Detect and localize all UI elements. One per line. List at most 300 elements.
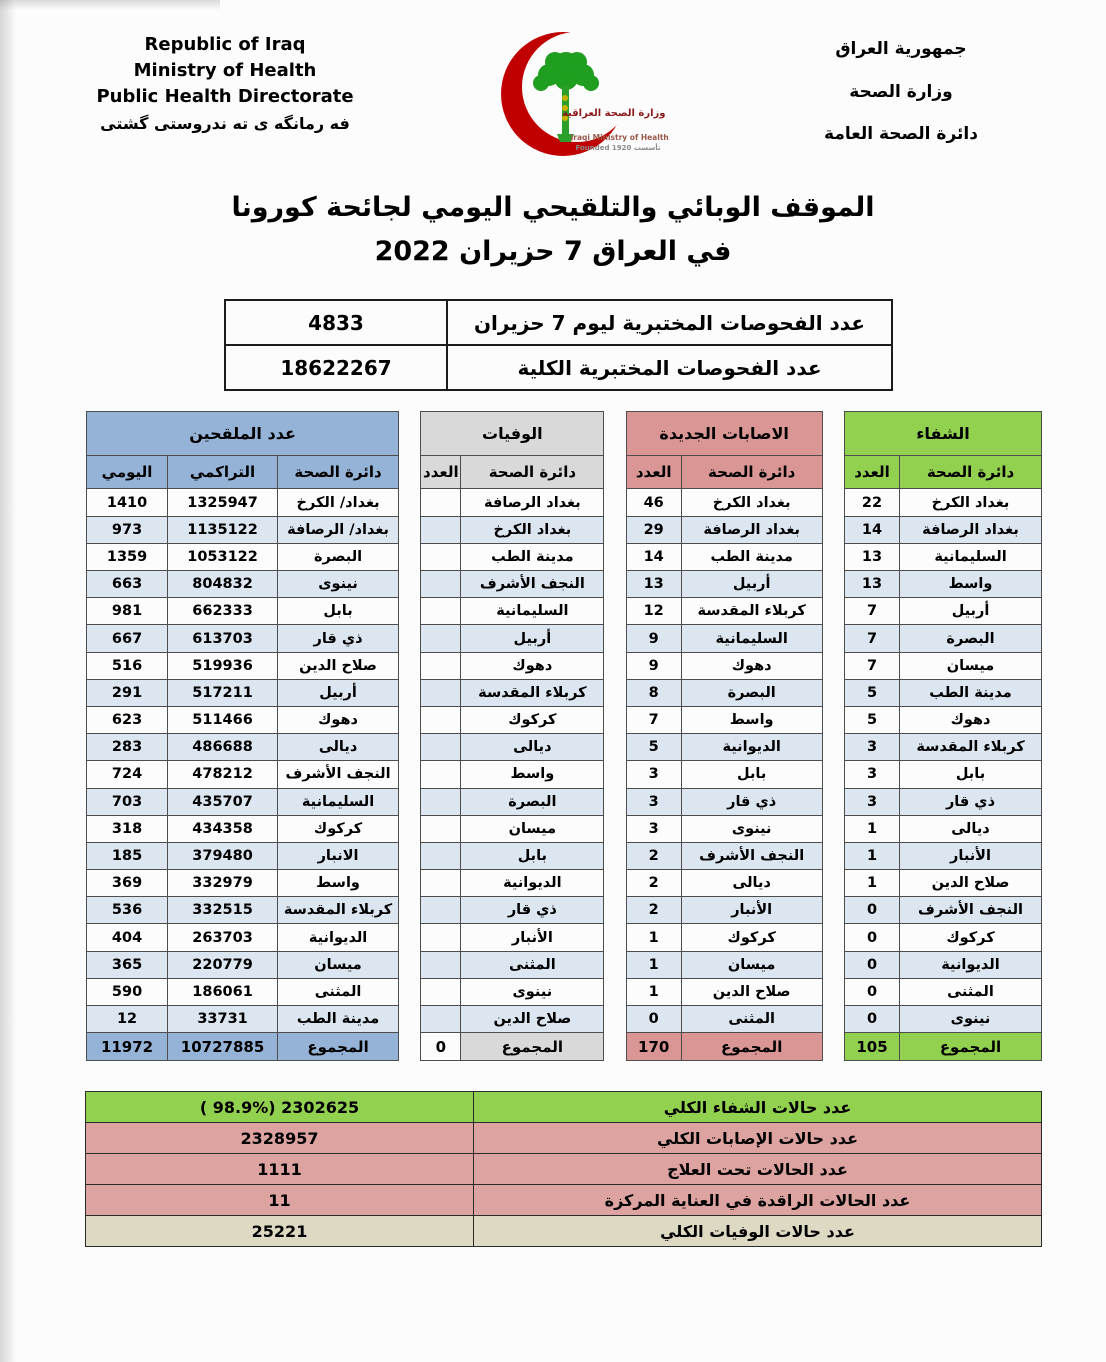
table-row [421,571,604,598]
governorate-cell: كربلاء المقدسة [900,734,1042,761]
governorate-cell: ديالى [461,734,604,761]
daily-cell: 1410 [87,489,168,516]
deaths-col-governorate: دائرة الصحة [461,456,604,489]
count-cell: 2 [626,870,681,897]
daily-cell: 516 [87,652,168,679]
totals-summary-table [85,1091,1042,1247]
table-row [626,870,822,897]
table-row [844,679,1041,706]
table-row [844,571,1041,598]
deaths-section-title: الوفيات [421,412,604,456]
recovery-total-row [844,1033,1041,1061]
count-cell [421,924,461,951]
table-row [626,761,822,788]
table-row [421,679,604,706]
governorate-cell: دهوك [900,706,1042,733]
header-english-block [60,32,390,135]
summary-value-cell: 2328957 [86,1123,474,1154]
total-value-cell: 105 [844,1033,899,1061]
new-cases-col-count: العدد [626,456,681,489]
logo-founded-line: Founded 1920 تأسست [575,144,661,152]
lab-tests-row [225,345,892,390]
daily-cell: 703 [87,788,168,815]
table-row [626,788,822,815]
count-cell: 7 [844,598,899,625]
cumulative-cell: 434358 [168,815,278,842]
table-row [626,951,822,978]
total-daily-cell: 11972 [87,1033,168,1061]
main-statistics-table [86,411,1042,1061]
governorate-cell: الديوانية [900,951,1042,978]
governorate-cell: كربلاء المقدسة [681,598,822,625]
governorate-cell: الديوانية [461,870,604,897]
count-cell: 13 [626,571,681,598]
governorate-cell: أربيل [461,625,604,652]
logo-english-name: Iraqi Ministry of Health [570,133,669,142]
governorate-cell: السليمانية [681,625,822,652]
table-row [87,489,399,516]
governorate-cell: ديالى [681,870,822,897]
table-row [87,870,399,897]
count-cell [421,516,461,543]
count-cell: 3 [844,788,899,815]
report-title-line1: الموقف الوبائي والتلقيحي اليومي لجائحة كورونا [231,192,875,223]
table-row [421,489,604,516]
lab-tests-table [224,299,893,391]
report-title [0,186,1106,273]
count-cell [421,679,461,706]
governorate-cell: بغداد الرصافة [681,516,822,543]
count-cell: 5 [844,679,899,706]
cumulative-cell: 332515 [168,897,278,924]
summary-value-cell: 11 [86,1185,474,1216]
count-cell: 1 [626,951,681,978]
page-header [0,12,1106,172]
new-cases-total-row [626,1033,822,1061]
new-cases-col-governorate: دائرة الصحة [681,456,822,489]
governorate-cell: ميسان [278,951,399,978]
table-row [87,543,399,570]
table-row [87,598,399,625]
daily-cell: 623 [87,706,168,733]
total-value-cell: 170 [626,1033,681,1061]
count-cell: 5 [844,706,899,733]
table-row [626,652,822,679]
logo-arabic-name: وزارة الصحة العراقية [561,108,666,119]
recovery-col-governorate: دائرة الصحة [900,456,1042,489]
count-cell: 9 [626,652,681,679]
cumulative-cell: 486688 [168,734,278,761]
cumulative-cell: 517211 [168,679,278,706]
governorate-cell: المثنى [681,1006,822,1033]
governorate-cell: المثنى [461,951,604,978]
count-cell: 5 [626,734,681,761]
count-cell [421,951,461,978]
table-row [626,924,822,951]
governorate-cell: البصرة [278,543,399,570]
governorate-cell: دهوك [681,652,822,679]
header-kurdish-line: فه رمانگه ی ته ندروستی گشتی [100,114,350,134]
governorate-cell: ديالى [900,815,1042,842]
count-cell: 0 [844,924,899,951]
governorate-cell: النجف الأشرف [461,571,604,598]
total-label-cell: المجموع [900,1033,1042,1061]
governorate-cell: بغداد/ الرصافة [278,516,399,543]
count-cell [421,652,461,679]
count-cell: 13 [844,571,899,598]
ministry-of-health-logo [476,20,669,175]
header-arabic-line3: دائرة الصحة العامة [824,124,978,144]
cumulative-cell: 186061 [168,978,278,1005]
table-row [844,598,1041,625]
table-row [421,652,604,679]
governorate-cell: أربيل [900,598,1042,625]
count-cell [421,706,461,733]
header-arabic-line1: جمهورية العراق [835,39,967,59]
count-cell: 0 [844,897,899,924]
count-cell: 3 [626,788,681,815]
count-cell: 2 [626,842,681,869]
governorate-cell: بغداد الكرخ [681,489,822,516]
count-cell [421,598,461,625]
governorate-cell: بابل [278,598,399,625]
new-cases-section-table [626,411,823,1061]
governorate-cell: كربلاء المقدسة [278,897,399,924]
governorate-cell: المثنى [278,978,399,1005]
count-cell [421,734,461,761]
governorate-cell: نينوى [461,978,604,1005]
count-cell: 0 [844,978,899,1005]
table-row [421,516,604,543]
daily-cell: 404 [87,924,168,951]
cumulative-cell: 1053122 [168,543,278,570]
governorate-cell: بغداد الكرخ [900,489,1042,516]
vaccinated-total-row [87,1033,399,1061]
table-row [87,761,399,788]
governorate-cell: صلاح الدين [278,652,399,679]
count-cell: 1 [626,924,681,951]
count-cell [421,1006,461,1033]
deaths-total-row [421,1033,604,1061]
table-row [626,679,822,706]
daily-cell: 283 [87,734,168,761]
cumulative-cell: 511466 [168,706,278,733]
table-row [421,842,604,869]
cumulative-cell: 613703 [168,625,278,652]
cumulative-cell: 379480 [168,842,278,869]
table-row [421,625,604,652]
table-row [421,706,604,733]
recovery-section-table [844,411,1042,1061]
table-row [87,516,399,543]
daily-cell: 536 [87,897,168,924]
governorate-cell: صلاح الدين [461,1006,604,1033]
governorate-cell: أربيل [681,571,822,598]
count-cell: 46 [626,489,681,516]
governorate-cell: نينوى [278,571,399,598]
table-row [87,652,399,679]
count-cell [421,978,461,1005]
header-english-line2: Ministry of Health [133,60,317,82]
count-cell [421,571,461,598]
count-cell [421,842,461,869]
table-row [87,951,399,978]
count-cell: 3 [626,761,681,788]
cumulative-cell: 478212 [168,761,278,788]
table-row [626,543,822,570]
governorate-cell: صلاح الدين [900,870,1042,897]
governorate-cell: الأنبار [900,842,1042,869]
summary-value-cell: 25221 [86,1216,474,1247]
table-row [844,870,1041,897]
header-arabic-block [751,28,1051,156]
report-title-line2: في العراق 7 حزيران 2022 [374,235,732,267]
count-cell [421,489,461,516]
governorate-cell: واسط [461,761,604,788]
recovery-col-count: العدد [844,456,899,489]
governorate-cell: بابل [681,761,822,788]
table-row [421,951,604,978]
governorate-cell: مدينة الطب [461,543,604,570]
governorate-cell: أربيل [278,679,399,706]
table-row [87,1006,399,1033]
table-row [626,489,822,516]
governorate-cell: واسط [278,870,399,897]
governorate-cell: بابل [900,761,1042,788]
count-cell: 9 [626,625,681,652]
lab-tests-value-cell: 18622267 [225,345,447,390]
header-english-line1: Republic of Iraq [144,34,306,55]
governorate-cell: السليمانية [461,598,604,625]
table-row [87,679,399,706]
governorate-cell: البصرة [900,625,1042,652]
governorate-cell: كركوك [278,815,399,842]
count-cell: 1 [844,815,899,842]
governorate-cell: الأنبار [681,897,822,924]
count-cell: 13 [844,543,899,570]
table-row [626,706,822,733]
cumulative-cell: 1325947 [168,489,278,516]
table-row [844,489,1041,516]
count-cell: 1 [844,842,899,869]
table-row [626,842,822,869]
summary-row [86,1123,1042,1154]
governorate-cell: الانبار [278,842,399,869]
new-cases-section-title: الاصابات الجديدة [626,412,822,456]
summary-label-cell: عدد حالات الإصابات الكلي [474,1123,1042,1154]
cumulative-cell: 519936 [168,652,278,679]
table-row [844,897,1041,924]
daily-cell: 724 [87,761,168,788]
table-row [626,897,822,924]
governorate-cell: الديوانية [681,734,822,761]
table-row [87,788,399,815]
count-cell [421,788,461,815]
daily-cell: 365 [87,951,168,978]
vaccinated-section-table [86,411,399,1061]
summary-row [86,1216,1042,1247]
lab-tests-label-cell: عدد الفحوصات المختبرية الكلية [447,345,892,390]
logo-text-block [561,108,669,152]
governorate-cell: الديوانية [278,924,399,951]
daily-cell: 185 [87,842,168,869]
count-cell [421,543,461,570]
governorate-cell: نينوى [900,1006,1042,1033]
governorate-cell: واسط [681,706,822,733]
governorate-cell: الأنبار [461,924,604,951]
table-row [844,978,1041,1005]
count-cell: 2 [626,897,681,924]
table-row [87,842,399,869]
count-cell: 14 [626,543,681,570]
table-row [421,870,604,897]
vaccinated-col-governorate: دائرة الصحة [278,456,399,489]
governorate-cell: مدينة الطب [681,543,822,570]
vaccinated-col-cumulative: التراكمي [168,456,278,489]
table-row [87,978,399,1005]
governorate-cell: ذي قار [461,897,604,924]
table-row [421,734,604,761]
total-cumulative-cell: 10727885 [168,1033,278,1061]
vaccinated-section-title: عدد الملقحين [87,412,399,456]
cumulative-cell: 33731 [168,1006,278,1033]
daily-cell: 667 [87,625,168,652]
daily-cell: 369 [87,870,168,897]
total-value-cell: 0 [421,1033,461,1061]
governorate-cell: مدينة الطب [278,1006,399,1033]
table-row [421,978,604,1005]
table-row [421,761,604,788]
table-row [421,897,604,924]
table-row [844,734,1041,761]
count-cell: 12 [626,598,681,625]
table-row [87,625,399,652]
table-row [844,652,1041,679]
governorate-cell: ذي قار [900,788,1042,815]
table-row [844,761,1041,788]
table-row [844,625,1041,652]
count-cell [421,897,461,924]
daily-cell: 291 [87,679,168,706]
count-cell: 3 [844,761,899,788]
count-cell: 7 [844,625,899,652]
table-row [87,815,399,842]
table-row [844,842,1041,869]
lab-tests-label-cell: عدد الفحوصات المختبرية ليوم 7 حزيران [447,300,892,345]
summary-label-cell: عدد حالات الوفيات الكلي [474,1216,1042,1247]
summary-label-cell: عدد الحالات الراقدة في العناية المركزة [474,1185,1042,1216]
governorate-cell: مدينة الطب [900,679,1042,706]
count-cell [421,761,461,788]
table-row [87,571,399,598]
cumulative-cell: 220779 [168,951,278,978]
governorate-cell: ميسان [461,815,604,842]
recovery-section-title: الشفاء [844,412,1041,456]
governorate-cell: البصرة [461,788,604,815]
table-row [87,734,399,761]
governorate-cell: النجف الأشرف [278,761,399,788]
cumulative-cell: 804832 [168,571,278,598]
table-row [844,788,1041,815]
daily-cell: 590 [87,978,168,1005]
daily-cell: 318 [87,815,168,842]
table-row [844,815,1041,842]
governorate-cell: صلاح الدين [681,978,822,1005]
table-row [421,1006,604,1033]
table-row [626,571,822,598]
deaths-col-count: العدد [421,456,461,489]
count-cell: 7 [626,706,681,733]
governorate-cell: بغداد/ الكرخ [278,489,399,516]
governorate-cell: بغداد الكرخ [461,516,604,543]
count-cell: 7 [844,652,899,679]
count-cell: 0 [844,1006,899,1033]
cumulative-cell: 332979 [168,870,278,897]
table-row [626,625,822,652]
count-cell: 1 [626,978,681,1005]
table-row [421,543,604,570]
table-row [421,598,604,625]
governorate-cell: ميسان [681,951,822,978]
summary-row [86,1185,1042,1216]
table-row [844,706,1041,733]
governorate-cell: نينوى [681,815,822,842]
governorate-cell: البصرة [681,679,822,706]
summary-value-cell: ( 98.9%) 2302625 [86,1092,474,1123]
table-row [87,897,399,924]
deaths-section-table [420,411,604,1061]
header-english-line3: Public Health Directorate [96,86,354,108]
governorate-cell: النجف الأشرف [900,897,1042,924]
cumulative-cell: 1135122 [168,516,278,543]
governorate-cell: ديالى [278,734,399,761]
count-cell: 14 [844,516,899,543]
governorate-cell: بابل [461,842,604,869]
cumulative-cell: 435707 [168,788,278,815]
table-row [87,706,399,733]
governorate-cell: بغداد الرصافة [461,489,604,516]
governorate-cell: ميسان [900,652,1042,679]
count-cell [421,625,461,652]
daily-cell: 663 [87,571,168,598]
cumulative-cell: 662333 [168,598,278,625]
summary-label-cell: عدد حالات الشفاء الكلي [474,1092,1042,1123]
governorate-cell: كركوك [681,924,822,951]
governorate-cell: واسط [900,571,1042,598]
header-arabic-line2: وزارة الصحة [849,81,953,102]
count-cell: 22 [844,489,899,516]
summary-row [86,1092,1042,1123]
summary-value-cell: 1111 [86,1154,474,1185]
governorate-cell: كركوك [900,924,1042,951]
table-row [421,924,604,951]
count-cell: 0 [626,1006,681,1033]
governorate-cell: السليمانية [900,543,1042,570]
summary-label-cell: عدد الحالات تحت العلاج [474,1154,1042,1185]
table-row [844,951,1041,978]
table-row [87,924,399,951]
governorate-cell: السليمانية [278,788,399,815]
table-row [626,1006,822,1033]
governorate-cell: كركوك [461,706,604,733]
total-label-cell: المجموع [461,1033,604,1061]
governorate-cell: ذي قار [681,788,822,815]
count-cell: 3 [844,734,899,761]
count-cell: 8 [626,679,681,706]
cumulative-cell: 263703 [168,924,278,951]
table-row [421,815,604,842]
table-row [626,978,822,1005]
